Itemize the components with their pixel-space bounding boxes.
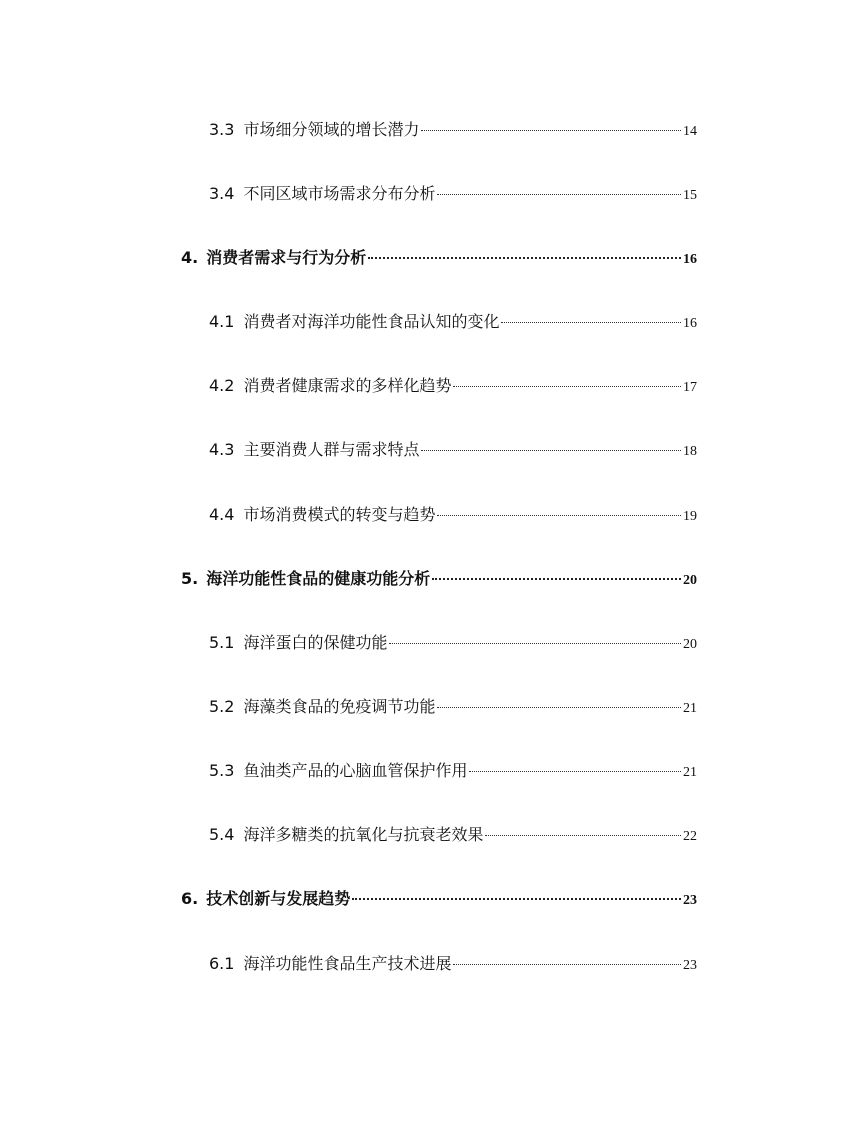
- dot-leader: [437, 194, 681, 195]
- toc-entry-page-number: 16: [683, 252, 697, 267]
- toc-entry-4-3[interactable]: [209, 438, 697, 462]
- toc-entry-number: 4.3: [209, 440, 235, 459]
- toc-entry-number: 5.3: [209, 761, 235, 780]
- dot-leader: [485, 835, 681, 836]
- toc-entry-page-number: 20: [683, 637, 697, 652]
- dot-leader: [389, 643, 681, 644]
- toc-entry-5-1[interactable]: [209, 631, 697, 655]
- toc-entry-label: 技术创新与发展趋势: [206, 889, 351, 908]
- toc-entry-label: 市场细分领域的增长潜力: [243, 120, 420, 139]
- dot-leader: [352, 898, 681, 900]
- toc-entry-4-1[interactable]: [209, 310, 697, 334]
- toc-entry-title: [209, 310, 499, 334]
- toc-entry-number: 6.: [181, 889, 199, 908]
- toc-entry-number: 4.: [181, 248, 199, 267]
- toc-entry-number: 4.1: [209, 312, 235, 331]
- toc-entry-5[interactable]: [181, 567, 697, 591]
- toc-entry-6-1[interactable]: [209, 952, 697, 976]
- toc-entry-label: 消费者健康需求的多样化趋势: [243, 376, 452, 395]
- toc-entry-label: 主要消费人群与需求特点: [243, 440, 420, 459]
- toc-entry-page-number: 22: [683, 829, 697, 844]
- dot-leader: [421, 450, 681, 451]
- toc-entry-label: 海洋功能性食品的健康功能分析: [206, 569, 431, 588]
- toc-entry-5-3[interactable]: [209, 759, 697, 783]
- toc-entry-5-2[interactable]: [209, 695, 697, 719]
- toc-entry-label: 海藻类食品的免疫调节功能: [243, 697, 436, 716]
- toc-entry-page-number: 20: [683, 573, 697, 588]
- toc-entry-label: 海洋蛋白的保健功能: [243, 633, 388, 652]
- toc-entry-number: 4.2: [209, 376, 235, 395]
- toc-entry-title: [209, 759, 467, 783]
- toc-entry-title: [181, 567, 430, 591]
- toc-entry-page-number: 17: [683, 380, 697, 395]
- toc-entry-title: [209, 823, 483, 847]
- toc-entry-title: [209, 952, 451, 976]
- toc-entry-3-3[interactable]: [209, 118, 697, 142]
- dot-leader: [453, 964, 681, 965]
- toc-entry-4-2[interactable]: [209, 374, 697, 398]
- dot-leader: [368, 257, 681, 259]
- toc-entry-page-number: 19: [683, 509, 697, 524]
- dot-leader: [437, 707, 681, 708]
- toc-entry-title: [209, 438, 419, 462]
- toc-entry-page-number: 18: [683, 444, 697, 459]
- toc-entry-label: 不同区域市场需求分布分析: [243, 184, 436, 203]
- toc-entry-title: [181, 887, 350, 911]
- toc-entry-title: [209, 374, 451, 398]
- toc-entry-6[interactable]: [181, 887, 697, 911]
- dot-leader: [432, 578, 681, 580]
- dot-leader: [453, 386, 681, 387]
- toc-entry-number: 5.1: [209, 633, 235, 652]
- toc-entry-title: [181, 246, 366, 270]
- dot-leader: [421, 130, 681, 131]
- toc-entry-3-4[interactable]: [209, 182, 697, 206]
- toc-entry-page-number: 21: [683, 765, 697, 780]
- toc-entry-number: 5.4: [209, 825, 235, 844]
- toc-entry-page-number: 21: [683, 701, 697, 716]
- toc-entry-page-number: 15: [683, 188, 697, 203]
- toc-entry-title: [209, 503, 435, 527]
- toc-entry-label: 鱼油类产品的心脑血管保护作用: [243, 761, 468, 780]
- dot-leader: [501, 322, 681, 323]
- toc-entry-4-4[interactable]: [209, 503, 697, 527]
- toc-entry-title: [209, 182, 435, 206]
- toc-entry-number: 3.4: [209, 184, 235, 203]
- toc-entry-title: [209, 631, 387, 655]
- toc-entry-label: 海洋功能性食品生产技术进展: [243, 954, 452, 973]
- toc-entry-5-4[interactable]: [209, 823, 697, 847]
- toc-entry-number: 6.1: [209, 954, 235, 973]
- toc-entry-page-number: 14: [683, 124, 697, 139]
- toc-entry-number: 5.: [181, 569, 199, 588]
- toc-entry-label: 市场消费模式的转变与趋势: [243, 505, 436, 524]
- toc-entry-page-number: 16: [683, 316, 697, 331]
- dot-leader: [469, 771, 681, 772]
- toc-entry-4[interactable]: [181, 246, 697, 270]
- toc-entry-page-number: 23: [683, 893, 697, 908]
- toc-entry-number: 5.2: [209, 697, 235, 716]
- toc-entry-label: 海洋多糖类的抗氧化与抗衰老效果: [243, 825, 484, 844]
- toc-entry-label: 消费者需求与行为分析: [206, 248, 367, 267]
- toc-entry-title: [209, 695, 435, 719]
- dot-leader: [437, 515, 681, 516]
- toc-entry-label: 消费者对海洋功能性食品认知的变化: [243, 312, 500, 331]
- toc-entry-page-number: 23: [683, 958, 697, 973]
- toc-entry-title: [209, 118, 419, 142]
- toc-entry-number: 3.3: [209, 120, 235, 139]
- toc-entry-number: 4.4: [209, 505, 235, 524]
